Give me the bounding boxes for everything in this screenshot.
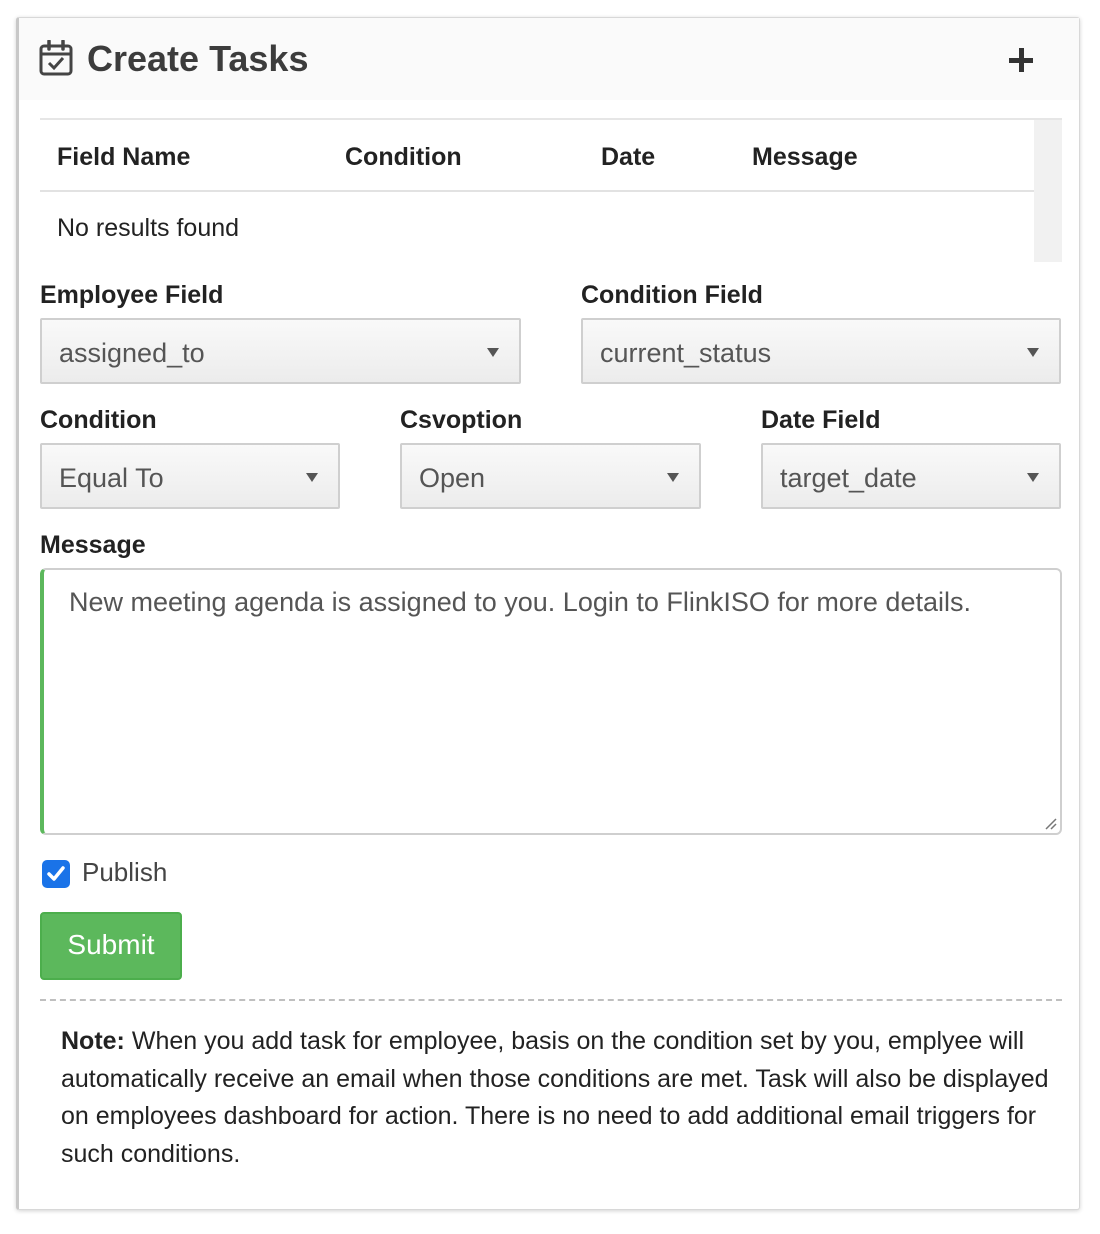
submit-button[interactable]: Submit	[40, 912, 182, 980]
condition-select[interactable]	[40, 443, 340, 509]
panel-header	[19, 18, 1079, 100]
condition-field-label: Condition Field	[581, 281, 763, 309]
publish-label[interactable]: Publish	[82, 857, 168, 887]
column-header-condition[interactable]: Condition	[345, 143, 462, 171]
condition-field-select[interactable]	[581, 318, 1061, 384]
header-divider	[40, 190, 1034, 192]
create-tasks-panel	[16, 17, 1080, 1210]
column-header-date[interactable]: Date	[601, 143, 656, 171]
chevron-down-icon	[306, 473, 318, 482]
condition-label: Condition	[40, 406, 157, 434]
note-prefix: Note:	[61, 1027, 125, 1055]
column-header-field-name[interactable]: Field Name	[57, 143, 191, 171]
panel-title: Create Tasks	[87, 38, 309, 79]
chevron-down-icon	[1027, 348, 1039, 357]
resize-handle-icon[interactable]	[1043, 816, 1057, 830]
chevron-down-icon	[487, 348, 499, 357]
date-field-value: target_date	[780, 463, 917, 493]
message-textarea[interactable]	[40, 568, 1062, 835]
employee-field-select[interactable]	[40, 318, 521, 384]
csvoption-value: Open	[419, 463, 486, 493]
csvoption-select[interactable]	[400, 443, 701, 509]
date-field-select[interactable]	[761, 443, 1061, 509]
table-scrollbar[interactable]	[1034, 120, 1062, 262]
divider	[40, 999, 1062, 1001]
employee-field-label: Employee Field	[40, 281, 224, 309]
chevron-down-icon	[1027, 473, 1039, 482]
message-text: New meeting agenda is assigned to you. Login to FlinkISO for more details.	[69, 587, 971, 617]
condition-value: Equal To	[59, 463, 164, 493]
column-header-message[interactable]: Message	[752, 143, 858, 171]
publish-checkbox[interactable]	[42, 860, 70, 888]
date-field-label: Date Field	[761, 406, 881, 434]
checkmark-icon	[45, 863, 67, 885]
note-text	[61, 1023, 1051, 1173]
employee-field-value: assigned_to	[59, 338, 205, 368]
chevron-down-icon	[667, 473, 679, 482]
note-body: When you add task for employee, basis on the condition set by you, emplyee will automatically receive an email when those conditions are met. Task will also be displayed on employees dashboard for action. There is no need to add additional email triggers for such conditions.	[61, 1027, 1049, 1168]
csvoption-label: Csvoption	[400, 406, 523, 434]
tasks-table	[40, 118, 1062, 262]
calendar-check-icon	[39, 40, 73, 76]
plus-icon[interactable]	[1007, 46, 1035, 74]
empty-table-message: No results found	[57, 214, 240, 242]
condition-field-value: current_status	[600, 338, 772, 368]
message-label: Message	[40, 531, 146, 559]
